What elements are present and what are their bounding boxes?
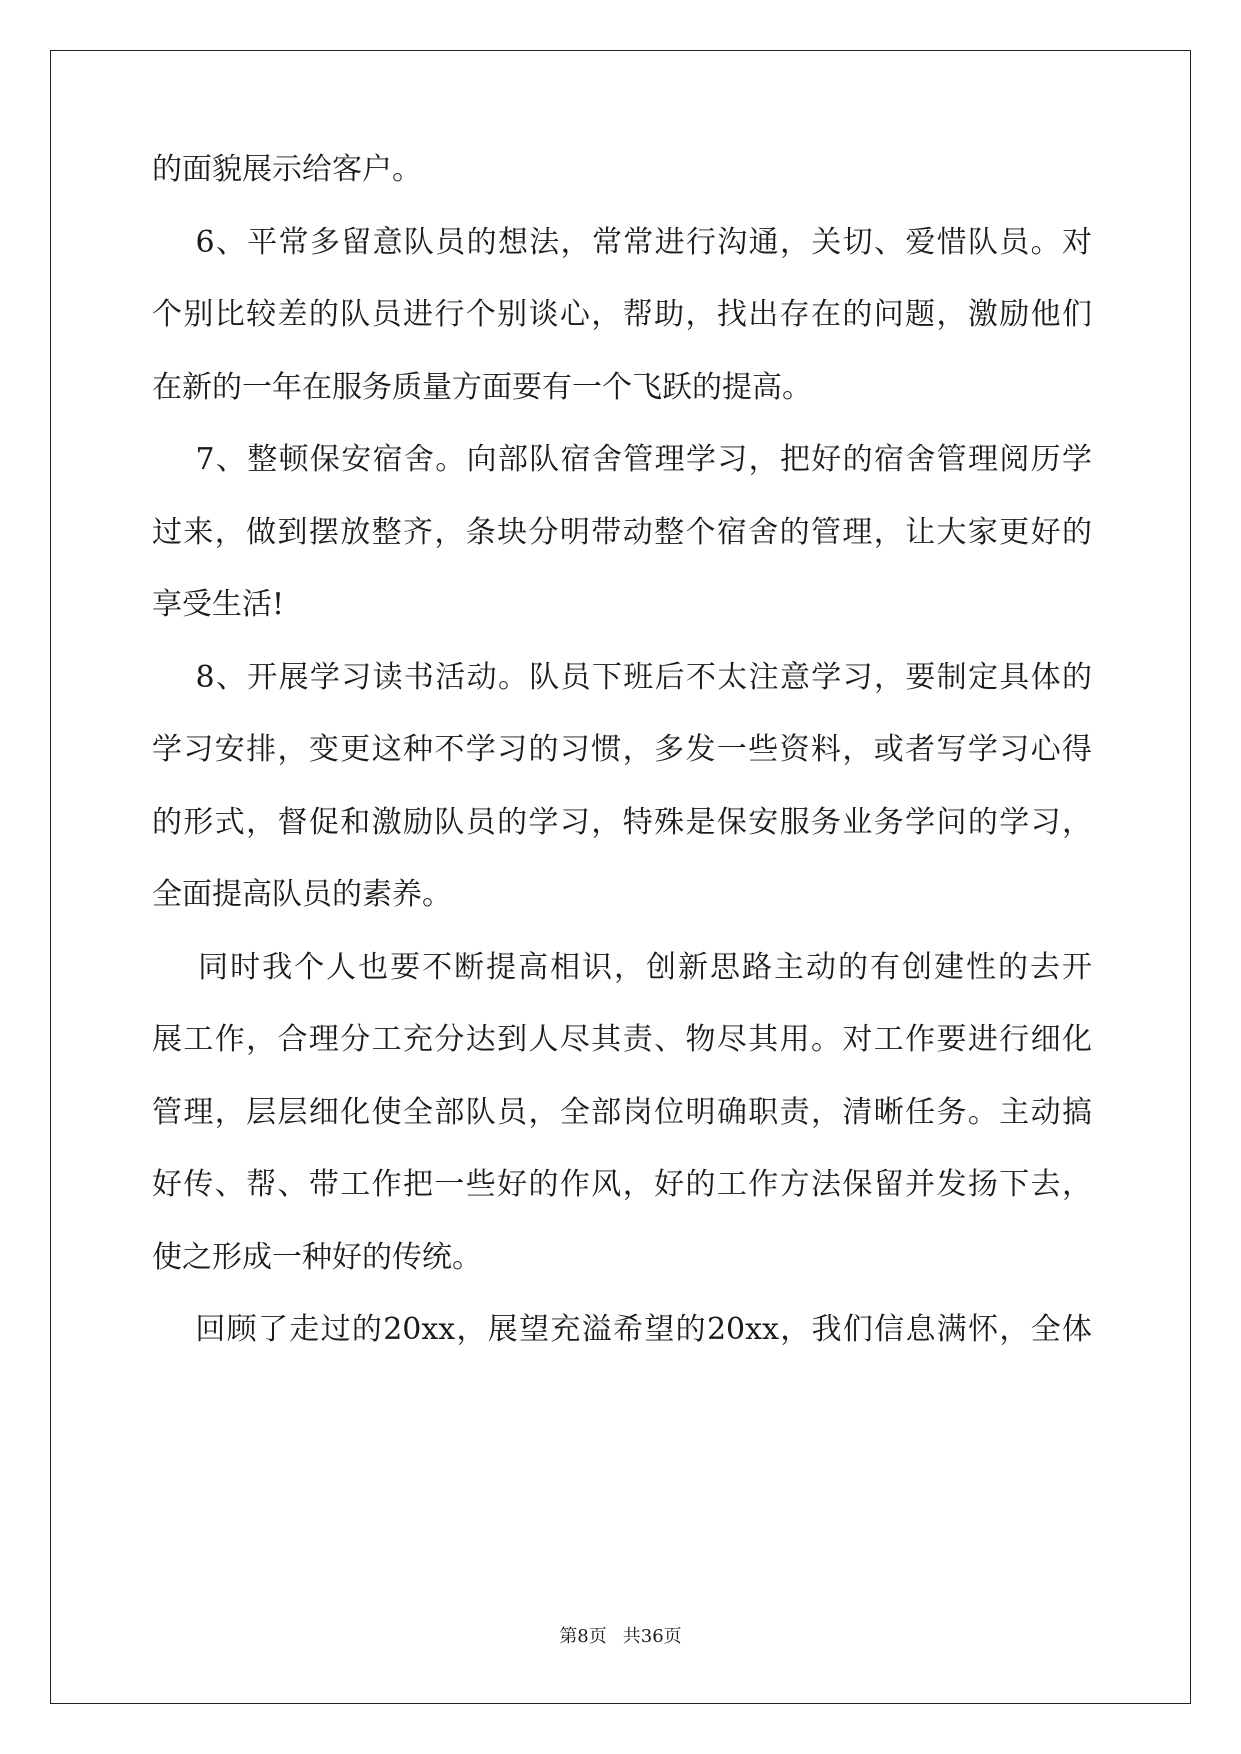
page-total: 共36页 [622,1626,682,1647]
text-line: 好传、帮、带工作把一些好的作风，好的工作方法保留并发扬下去， [152,1167,1092,1202]
text-line: 回顾了走过的20xx，展望充溢希望的20xx，我们信息满怀，全体 [152,1312,1092,1347]
text-line: 8、开展学习读书活动。队员下班后不太注意学习，要制定具体的 [152,659,1092,695]
text-line: 的面貌展示给客户。 [152,152,422,187]
text-line: 管理，层层细化使全部队员，全部岗位明确职责，清晰任务。主动搞 [152,1094,1092,1130]
text-line: 学习安排，变更这种不学习的习惯，多发一些资料，或者写学习心得 [152,732,1092,767]
text-line: 同时我个人也要不断提高相识，创新思路主动的有创建性的去开 [152,949,1092,985]
text-line: 全面提高队员的素养。 [152,877,452,912]
page-footer [0,1622,1241,1652]
text-line: 享受生活! [152,587,285,622]
text-line: 过来，做到摆放整齐，条块分明带动整个宿舍的管理，让大家更好的 [152,514,1092,550]
text-line: 6、平常多留意队员的想法，常常进行沟通，关切、爱惜队员。对 [152,224,1092,260]
text-line: 7、整顿保安宿舍。向部队宿舍管理学习，把好的宿舍管理阅历学 [152,442,1092,477]
page-number: 第8页 [559,1626,607,1647]
text-line: 展工作，合理分工充分达到人尽其责、物尽其用。对工作要进行细化 [152,1022,1092,1057]
text-line: 在新的一年在服务质量方面要有一个飞跃的提高。 [152,369,812,405]
text-line: 使之形成一种好的传统。 [152,1239,482,1275]
text-line: 个别比较差的队员进行个别谈心，帮助，找出存在的问题，激励他们 [152,297,1092,332]
text-line: 的形式，督促和激励队员的学习，特殊是保安服务业务学问的学习， [152,804,1092,840]
